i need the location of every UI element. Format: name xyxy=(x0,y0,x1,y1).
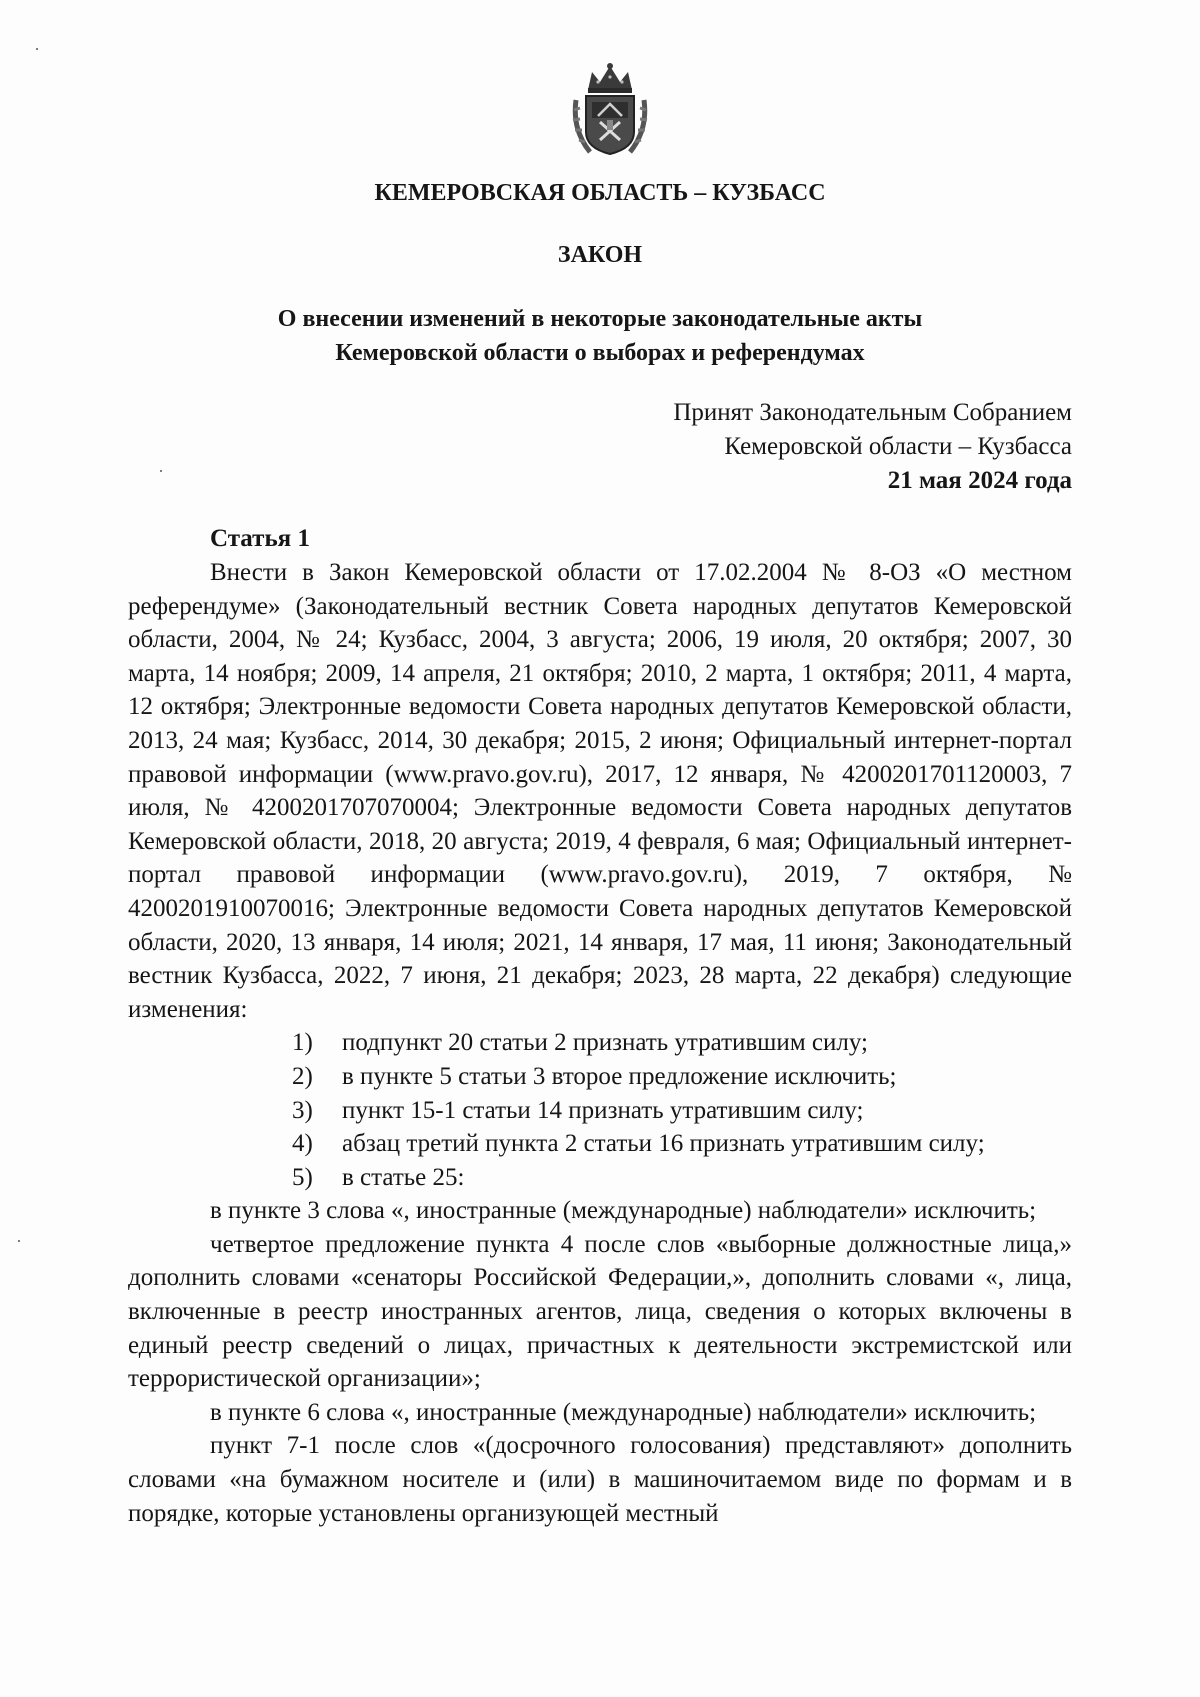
list-item-text: в пункте 5 статьи 3 второе предложение исключить; xyxy=(342,1062,897,1090)
scan-speck xyxy=(36,48,38,50)
body-paragraph: пункт 7-1 после слов «(досрочного голосования) представляют» дополнить словами «на бумажном носителе и (или) в машиночитаемом виде по формам и в порядке, которые установлены организующей местный xyxy=(128,1432,1072,1527)
list-item-text: абзац третий пункта 2 статьи 16 признать утратившим силу; xyxy=(342,1130,985,1158)
list-item-number: 4) xyxy=(292,1130,313,1158)
scan-speck xyxy=(18,1240,20,1242)
list-item-number: 3) xyxy=(292,1096,313,1124)
adoption-block xyxy=(673,396,1072,498)
body-paragraph: в пункте 3 слова «, иностранные (международные) наблюдатели» исключить; xyxy=(210,1197,1037,1225)
list-item-text: подпункт 20 статьи 2 признать утратившим силу; xyxy=(342,1029,868,1057)
crown-icon xyxy=(588,63,632,93)
adoption-line-1: Принят Законодательным Собранием xyxy=(673,399,1072,426)
list-item xyxy=(128,1094,1072,1128)
article-heading: Статья 1 xyxy=(210,525,310,552)
shield-icon xyxy=(586,96,634,154)
article-body xyxy=(128,556,1072,1530)
body-paragraph: четвертое предложение пункта 4 после слов «выборные должностные лица,» дополнить словами «сенаторы Российской Федерации,», дополнить словами «, лица, включенные в реестр иностранных агентов, лица, сведения о которых включены в единый реестр сведений о лицах, причастных к деятельности экстремистской или террористической организации»; xyxy=(128,1230,1072,1393)
law-subject xyxy=(0,302,1200,370)
list-item xyxy=(128,1026,1072,1060)
list-item-text: в статье 25: xyxy=(342,1163,465,1191)
adoption-date: 21 мая 2024 года xyxy=(887,467,1072,494)
list-item xyxy=(128,1060,1072,1094)
body-paragraph: в пункте 6 слова «, иностранные (международные) наблюдатели» исключить; xyxy=(210,1398,1037,1426)
adoption-line-2: Кемеровской области – Кузбасса xyxy=(724,433,1072,460)
coat-of-arms-emblem xyxy=(570,60,650,158)
article-intro-paragraph: Внести в Закон Кемеровской области от 17.02.2004 № 8-ОЗ «О местном референдуме» (Законодательный вестник Совета народных депутатов Кемеровской области, 2004, № 24; Кузбасс, 2004, 3 августа; 2006, 19 июля, 20 октября; 2007, 30 марта, 14 ноября; 2009, 14 апреля, 21 октября; 2010, 2 марта, 1 октября; 2011, 4 марта, 12 октября; Электронные ведомости Совета народных депутатов Кемеровской области, 2013, 24 мая; Кузбасс, 2014, 30 декабря; 2015, 2 июня; Официальный интернет-портал правовой информации (www.pravo.gov.ru), 2017, 12 января, № 4200201701120003, 7 июля, № 4200201707070004; Электронные ведомости Совета народных депутатов Кемеровской области, 2018, 20 августа; 2019, 4 февраля, 6 мая; Официальный интернет-портал правовой информации (www.pravo.gov.ru), 2019, 7 октября, № 4200201910070016; Электронные ведомости Совета народных депутатов Кемеровской области, 2020, 13 января, 14 июля; 2021, 14 января, 17 мая, 11 июня; Законодательный вестник Кузбасса, 2022, 7 июня, 21 декабря; 2023, 28 марта, 22 декабря) следующие изменения: xyxy=(128,559,1072,1023)
list-item-number: 2) xyxy=(292,1062,313,1090)
list-item-text: пункт 15-1 статьи 14 признать утратившим силу; xyxy=(342,1096,864,1124)
list-item xyxy=(128,1161,1072,1195)
law-subject-line-1: О внесении изменений в некоторые законодательные акты xyxy=(277,306,923,332)
list-item-number: 1) xyxy=(292,1029,313,1057)
list-item-number: 5) xyxy=(292,1163,313,1191)
list-item xyxy=(128,1127,1072,1161)
law-subject-line-2: Кемеровской области о выборах и референдумах xyxy=(335,340,865,366)
document-type: ЗАКОН xyxy=(557,242,643,268)
region-title: КЕМЕРОВСКАЯ ОБЛАСТЬ – КУЗБАСС xyxy=(374,180,826,206)
scan-speck xyxy=(160,470,162,472)
